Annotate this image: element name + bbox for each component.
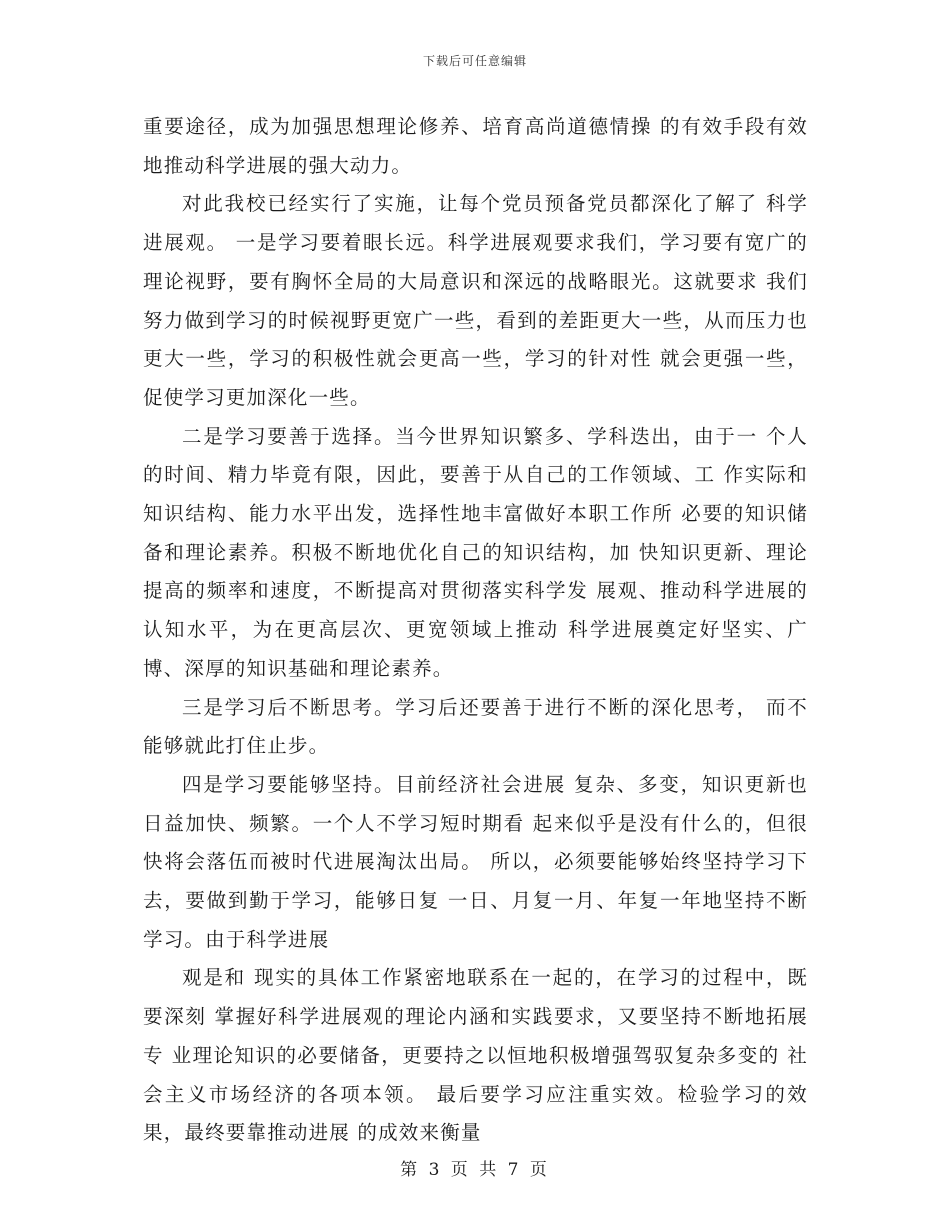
paragraph-implementation: 对此我校已经实行了实施，让每个党员预备党员都深化了解了 科学进展观。 一是学习要着眼长远。科学进展观要求我们，学习要有宽广的 理论视野，要有胸怀全局的大局意识和深远的战略眼光。这就要求 我们努力做到学习的时候视野更宽广一些，看到的差距更大一些，从而压力也更大一些，学习的积极性就会更高一些，学习的针对性 就会更强一些，促使学习更加深化一些。 [143,192,808,409]
page-header: 下载后可任意编辑 [422,54,527,68]
page-number-footer: 第 3 页 共 7 页 [400,1160,550,1180]
document-body [143,108,808,1153]
paragraph-point-four: 四是学习要能够坚持。目前经济社会进展 复杂、多变，知识更新也日益加快、频繁。一个人不学习短时期看 起来似乎是没有什么的，但很快将会落伍而被时代进展淘汰出局。 所以，必须要能够始终坚持学习下去，要做到勤于学习，能够日复 一日、月复一月、年复一年地坚持不断学习。由于科学进展 [143,772,808,951]
paragraph-practice: 观是和 现实的具体工作紧密地联系在一起的，在学习的过程中，既要深刻 掌握好科学进展观的理论内涵和实践要求，又要坚持不断地拓展专 业理论知识的必要储备，更要持之以恒地积极增强驾驭复杂多变的 社会主义市场经济的各项本领。 最后要学习应注重实效。检验学习的效果，最终要靠推动进展 的成效来衡量 [143,966,808,1145]
paragraph-point-two: 二是学习要善于选择。当今世界知识繁多、学科迭出，由于一 个人的时间、精力毕竟有限，因此，要善于从自己的工作领域、工 作实际和知识结构、能力水平出发，选择性地丰富做好本职工作所 必要的知识储备和理论素养。积极不断地优化自己的知识结构，加 快知识更新、理论提高的频率和速度，不断提高对贯彻落实科学发 展观、推动科学进展的认知水平，为在更高层次、更宽领域上推动 科学进展奠定好坚实、广博、深厚的知识基础和理论素养。 [143,424,808,680]
paragraph-point-three: 三是学习后不断思考。学习后还要善于进行不断的深化思考， 而不能够就此打住止步。 [143,695,808,758]
paragraph-continuation: 重要途径，成为加强思想理论修养、培育高尚道德情操 的有效手段有效地推动科学进展的强大动力。 [143,115,808,177]
